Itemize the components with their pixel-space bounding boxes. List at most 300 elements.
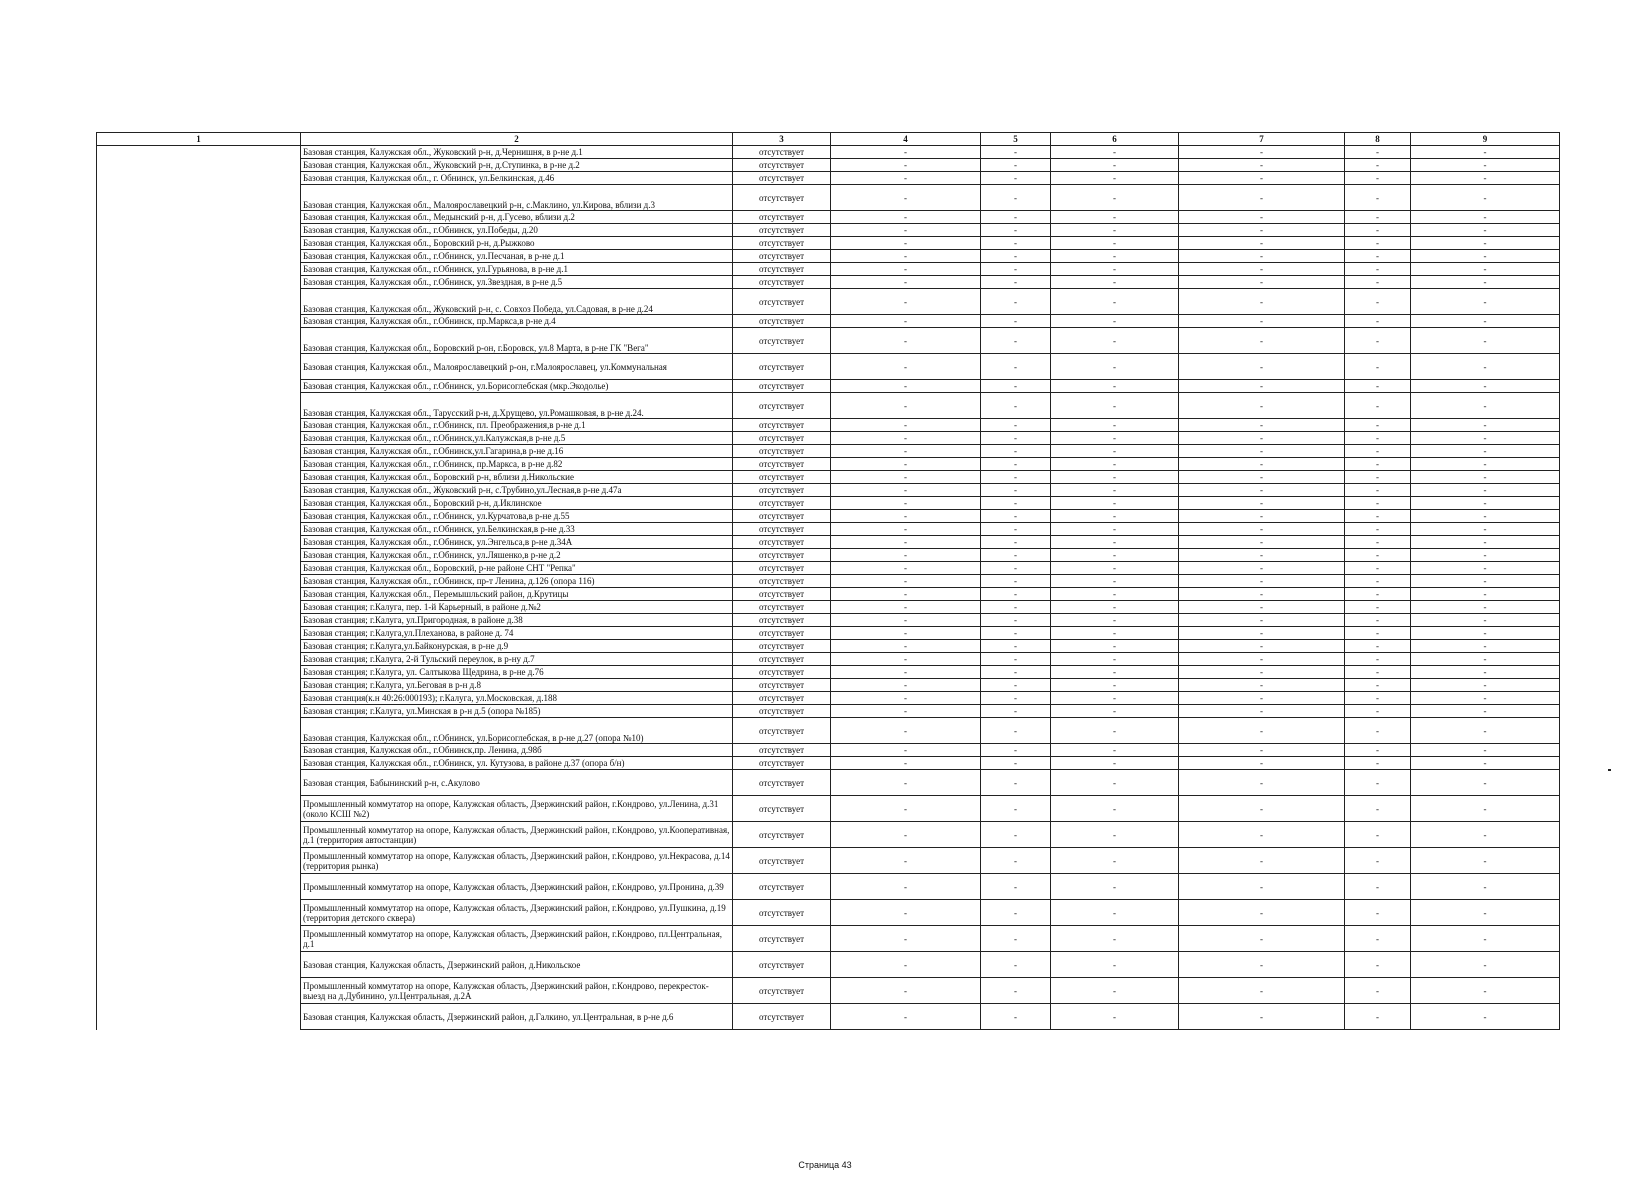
dash-cell: - [1411, 900, 1560, 926]
column-number-row [97, 133, 1560, 146]
dash-cell: - [1179, 315, 1345, 328]
data-table [96, 132, 1560, 1030]
dash-cell: - [1411, 822, 1560, 848]
table-row [97, 874, 1560, 900]
dash-cell: - [1051, 185, 1179, 211]
location-cell: Базовая станция, Калужская обл., г.Обнинск, ул. Кутузова, в районе д.37 (опора б/н) [301, 757, 733, 770]
dash-cell: - [1411, 705, 1560, 718]
dash-cell: - [1411, 796, 1560, 822]
table-row [97, 354, 1560, 380]
dash-cell: - [1345, 874, 1411, 900]
dash-cell: - [981, 848, 1051, 874]
table-row [97, 497, 1560, 510]
dash-cell: - [1411, 744, 1560, 757]
dash-cell: - [981, 692, 1051, 705]
table-row [97, 224, 1560, 237]
table-row [97, 263, 1560, 276]
dash-cell: - [1411, 562, 1560, 575]
dash-cell: - [1051, 627, 1179, 640]
location-cell: Базовая станция(к.н 40:26:000193); г.Калуга, ул.Московская, д.188 [301, 692, 733, 705]
dash-cell: - [981, 796, 1051, 822]
location-cell: Промышленный коммутатор на опоре, Калужская область, Дзержинский район, г.Кондрово, перекресток-выезд на д.Дубинино, ул.Центральная, д.2А [301, 978, 733, 1004]
dash-cell: - [1345, 549, 1411, 562]
dash-cell: - [1051, 237, 1179, 250]
col-header-7: 7 [1179, 133, 1345, 146]
dash-cell: - [831, 159, 981, 172]
col-header-9: 9 [1411, 133, 1560, 146]
table-row [97, 679, 1560, 692]
status-cell: отсутствует [733, 484, 831, 497]
location-cell: Базовая станция, Калужская обл., г.Обнинск, пр.Маркса, в р-не д.82 [301, 458, 733, 471]
dash-cell: - [1345, 900, 1411, 926]
table-row [97, 757, 1560, 770]
dash-cell: - [1345, 562, 1411, 575]
group-cell [97, 770, 301, 1030]
location-cell: Базовая станция, Калужская обл., Медынский р-н, д.Гусево, вблизи д.2 [301, 211, 733, 224]
dash-cell: - [1345, 211, 1411, 224]
dash-cell: - [1179, 185, 1345, 211]
dash-cell: - [981, 679, 1051, 692]
dash-cell: - [1411, 315, 1560, 328]
dash-cell: - [1051, 458, 1179, 471]
dash-cell: - [1051, 549, 1179, 562]
status-cell: отсутствует [733, 211, 831, 224]
dash-cell: - [981, 263, 1051, 276]
dash-cell: - [1411, 1004, 1560, 1030]
table-row [97, 510, 1560, 523]
dash-cell: - [981, 185, 1051, 211]
dash-cell: - [1179, 575, 1345, 588]
dash-cell: - [1345, 419, 1411, 432]
table-row [97, 822, 1560, 848]
dash-cell: - [1345, 523, 1411, 536]
dash-cell: - [831, 770, 981, 796]
dash-cell: - [981, 718, 1051, 744]
dash-cell: - [831, 185, 981, 211]
dash-cell: - [1051, 497, 1179, 510]
status-cell: отсутствует [733, 705, 831, 718]
dash-cell: - [831, 497, 981, 510]
dash-cell: - [831, 432, 981, 445]
dash-cell: - [1051, 874, 1179, 900]
dash-cell: - [1345, 978, 1411, 1004]
status-cell: отсутствует [733, 419, 831, 432]
dash-cell: - [1179, 900, 1345, 926]
dash-cell: - [1179, 666, 1345, 679]
dash-cell: - [1051, 770, 1179, 796]
dash-cell: - [1179, 588, 1345, 601]
dash-cell: - [1179, 393, 1345, 419]
dash-cell: - [1051, 926, 1179, 952]
dash-cell: - [1345, 718, 1411, 744]
dash-cell: - [1179, 796, 1345, 822]
location-cell: Базовая станция, Калужская обл., Тарусский р-н, д.Хрущево, ул.Ромашковая, в р-не д.24. [301, 393, 733, 419]
location-cell: Базовая станция; г.Калуга, ул.Беговая в р-н д.8 [301, 679, 733, 692]
dash-cell: - [1179, 484, 1345, 497]
status-cell: отсутствует [733, 770, 831, 796]
dash-cell: - [1051, 796, 1179, 822]
dash-cell: - [1051, 419, 1179, 432]
dash-cell: - [1051, 263, 1179, 276]
dash-cell: - [1411, 575, 1560, 588]
dash-cell: - [1179, 471, 1345, 484]
dash-cell: - [1051, 328, 1179, 354]
dash-cell: - [981, 575, 1051, 588]
status-cell: отсутствует [733, 172, 831, 185]
dash-cell: - [831, 601, 981, 614]
table-row [97, 770, 1560, 796]
dash-cell: - [831, 211, 981, 224]
dash-cell: - [1179, 146, 1345, 159]
dash-cell: - [1345, 757, 1411, 770]
dash-cell: - [1051, 510, 1179, 523]
dash-cell: - [1051, 484, 1179, 497]
dash-cell: - [1345, 354, 1411, 380]
dash-cell: - [1179, 874, 1345, 900]
dash-cell: - [831, 822, 981, 848]
dash-cell: - [831, 1004, 981, 1030]
status-cell: отсутствует [733, 497, 831, 510]
table-row [97, 588, 1560, 601]
col-header-5: 5 [981, 133, 1051, 146]
table-row [97, 900, 1560, 926]
location-cell: Базовая станция, Калужская обл., г.Обнинск, ул.Курчатова,в р-не д.55 [301, 510, 733, 523]
dash-cell: - [1345, 315, 1411, 328]
dash-cell: - [981, 536, 1051, 549]
dash-cell: - [1179, 978, 1345, 1004]
dash-cell: - [981, 952, 1051, 978]
dash-cell: - [981, 770, 1051, 796]
dash-cell: - [981, 744, 1051, 757]
table-row [97, 718, 1560, 744]
dash-cell: - [981, 146, 1051, 159]
status-cell: отсутствует [733, 224, 831, 237]
dash-cell: - [1051, 900, 1179, 926]
table-row [97, 978, 1560, 1004]
table-row [97, 926, 1560, 952]
col-header-3: 3 [733, 133, 831, 146]
status-cell: отсутствует [733, 692, 831, 705]
table-row [97, 744, 1560, 757]
dash-cell: - [1411, 211, 1560, 224]
dash-cell: - [1179, 627, 1345, 640]
dash-cell: - [1179, 848, 1345, 874]
dash-cell: - [981, 1004, 1051, 1030]
dash-cell: - [1411, 445, 1560, 458]
location-cell: Базовая станция, Калужская обл., Жуковский р-н, с. Совхоз Победа, ул.Садовая, в р-не д.24 [301, 289, 733, 315]
dash-cell: - [831, 380, 981, 393]
dash-cell: - [981, 562, 1051, 575]
dash-cell: - [1179, 1004, 1345, 1030]
dash-cell: - [1179, 328, 1345, 354]
dash-cell: - [831, 458, 981, 471]
dash-cell: - [1411, 653, 1560, 666]
dash-cell: - [981, 276, 1051, 289]
location-cell: Базовая станция, Калужская обл., Малоярославецкий р-н, с.Маклино, ул.Кирова, вблизи д.3 [301, 185, 733, 211]
status-cell: отсутствует [733, 445, 831, 458]
dash-cell: - [831, 978, 981, 1004]
location-cell: Базовая станция, Калужская обл., Боровский р-н, вблизи д.Никольские [301, 471, 733, 484]
dash-cell: - [1411, 952, 1560, 978]
dash-cell: - [1345, 666, 1411, 679]
location-cell: Базовая станция, Бабынинский р-н, с.Акулово [301, 770, 733, 796]
dash-cell: - [1179, 523, 1345, 536]
dash-cell: - [981, 224, 1051, 237]
status-cell: отсутствует [733, 263, 831, 276]
status-cell: отсутствует [733, 679, 831, 692]
dash-cell: - [1179, 445, 1345, 458]
dash-cell: - [831, 224, 981, 237]
dash-cell: - [1051, 1004, 1179, 1030]
dash-cell: - [1345, 458, 1411, 471]
dash-cell: - [1051, 575, 1179, 588]
status-cell: отсутствует [733, 640, 831, 653]
dash-cell: - [1179, 510, 1345, 523]
dash-cell: - [1411, 510, 1560, 523]
dash-cell: - [1411, 393, 1560, 419]
location-cell: Базовая станция, Калужская обл., г.Обнинск,ул.Гагарина,в р-не д.16 [301, 445, 733, 458]
table-row [97, 289, 1560, 315]
location-cell: Базовая станция; г.Калуга, ул. Салтыкова Щедрина, в р-не д.76 [301, 666, 733, 679]
table-row [97, 393, 1560, 419]
status-cell: отсутствует [733, 510, 831, 523]
dash-cell: - [1179, 289, 1345, 315]
dash-cell: - [831, 510, 981, 523]
dash-cell: - [1051, 562, 1179, 575]
dash-cell: - [831, 445, 981, 458]
dash-cell: - [1411, 848, 1560, 874]
dash-cell: - [981, 432, 1051, 445]
status-cell: отсутствует [733, 276, 831, 289]
dash-cell: - [831, 237, 981, 250]
dash-cell: - [1051, 393, 1179, 419]
location-cell: Промышленный коммутатор на опоре, Калужская область, Дзержинский район, г.Кондрово, ул.Пушкина, д.19 (территория детского сквера) [301, 900, 733, 926]
table-row [97, 250, 1560, 263]
dash-cell: - [1051, 224, 1179, 237]
dash-cell: - [1179, 640, 1345, 653]
dash-cell: - [1179, 458, 1345, 471]
dash-cell: - [1179, 757, 1345, 770]
dash-cell: - [1051, 211, 1179, 224]
status-cell: отсутствует [733, 380, 831, 393]
dash-cell: - [1411, 718, 1560, 744]
location-cell: Базовая станция; г.Калуга, ул.Пригородная, в районе д.38 [301, 614, 733, 627]
table-row [97, 796, 1560, 822]
dash-cell: - [981, 549, 1051, 562]
dash-cell: - [981, 588, 1051, 601]
status-cell: отсутствует [733, 1004, 831, 1030]
dash-cell: - [1345, 627, 1411, 640]
dash-cell: - [1179, 952, 1345, 978]
dash-cell: - [981, 445, 1051, 458]
dash-cell: - [981, 601, 1051, 614]
status-cell: отсутствует [733, 250, 831, 263]
dash-cell: - [1345, 380, 1411, 393]
status-cell: отсутствует [733, 458, 831, 471]
dash-cell: - [1345, 263, 1411, 276]
dash-cell: - [1345, 250, 1411, 263]
status-cell: отсутствует [733, 575, 831, 588]
page-number: Страница 43 [798, 1160, 852, 1170]
dash-cell: - [831, 588, 981, 601]
dash-cell: - [981, 159, 1051, 172]
dash-cell: - [1051, 289, 1179, 315]
table-row [97, 640, 1560, 653]
location-cell: Промышленный коммутатор на опоре, Калужская область, Дзержинский район, г.Кондрово, ул.Ленина, д.31 (около КСШ №2) [301, 796, 733, 822]
location-cell: Базовая станция, Калужская обл., Перемышльский район, д.Крутицы [301, 588, 733, 601]
location-cell: Базовая станция, Калужская обл., г.Обнинск, ул.Борисоглебская (мкр.Экодолье) [301, 380, 733, 393]
dash-cell: - [1051, 978, 1179, 1004]
table-row [97, 692, 1560, 705]
dash-cell: - [1411, 159, 1560, 172]
stray-mark [1608, 769, 1611, 771]
dash-cell: - [1411, 601, 1560, 614]
dash-cell: - [831, 484, 981, 497]
dash-cell: - [1051, 640, 1179, 653]
location-cell: Базовая станция; г.Калуга, ул.Минская в р-н д.5 (опора №185) [301, 705, 733, 718]
dash-cell: - [831, 523, 981, 536]
dash-cell: - [831, 575, 981, 588]
status-cell: отсутствует [733, 978, 831, 1004]
dash-cell: - [831, 640, 981, 653]
dash-cell: - [831, 666, 981, 679]
dash-cell: - [831, 705, 981, 718]
table-row [97, 562, 1560, 575]
dash-cell: - [1411, 770, 1560, 796]
dash-cell: - [1179, 562, 1345, 575]
dash-cell: - [831, 562, 981, 575]
table-row [97, 211, 1560, 224]
dash-cell: - [1345, 172, 1411, 185]
dash-cell: - [981, 640, 1051, 653]
location-cell: Базовая станция, Калужская обл., Жуковский р-н, д.Чернишня, в р-не д.1 [301, 146, 733, 159]
dash-cell: - [1051, 718, 1179, 744]
dash-cell: - [1345, 601, 1411, 614]
dash-cell: - [1179, 718, 1345, 744]
dash-cell: - [1051, 601, 1179, 614]
dash-cell: - [831, 653, 981, 666]
dash-cell: - [981, 289, 1051, 315]
dash-cell: - [1345, 146, 1411, 159]
status-cell: отсутствует [733, 757, 831, 770]
dash-cell: - [1411, 289, 1560, 315]
dash-cell: - [831, 952, 981, 978]
dash-cell: - [1345, 471, 1411, 484]
status-cell: отсутствует [733, 562, 831, 575]
location-cell: Базовая станция, Калужская обл., г.Обнинск, ул.Гурьянова, в р-не д.1 [301, 263, 733, 276]
dash-cell: - [1345, 614, 1411, 627]
table-row [97, 315, 1560, 328]
dash-cell: - [1179, 211, 1345, 224]
dash-cell: - [831, 419, 981, 432]
location-cell: Промышленный коммутатор на опоре, Калужская область, Дзержинский район, г.Кондрово, ул.Кооперативная, д.1 (территория автостанции) [301, 822, 733, 848]
dash-cell: - [1051, 536, 1179, 549]
location-cell: Базовая станция, Калужская обл., г.Обнинск, ул.Победы, д.20 [301, 224, 733, 237]
dash-cell: - [1345, 640, 1411, 653]
dash-cell: - [831, 796, 981, 822]
col-header-2: 2 [301, 133, 733, 146]
dash-cell: - [981, 614, 1051, 627]
status-cell: отсутствует [733, 666, 831, 679]
dash-cell: - [981, 497, 1051, 510]
status-cell: отсутствует [733, 289, 831, 315]
location-cell: Базовая станция, Калужская обл., Малоярославецкий р-он, г.Малоярославец, ул.Коммунальная [301, 354, 733, 380]
dash-cell: - [1345, 224, 1411, 237]
status-cell: отсутствует [733, 900, 831, 926]
dash-cell: - [1345, 445, 1411, 458]
location-cell: Базовая станция; г.Калуга, 2-й Тульский переулок, в р-ну д.7 [301, 653, 733, 666]
dash-cell: - [1411, 263, 1560, 276]
col-header-1: 1 [97, 133, 301, 146]
dash-cell: - [1411, 146, 1560, 159]
dash-cell: - [1411, 536, 1560, 549]
table-row [97, 146, 1560, 159]
dash-cell: - [1345, 432, 1411, 445]
dash-cell: - [1411, 627, 1560, 640]
dash-cell: - [1411, 224, 1560, 237]
dash-cell: - [981, 419, 1051, 432]
location-cell: Базовая станция, Калужская обл., г. Обнинск, ул.Белкинская, д.46 [301, 172, 733, 185]
dash-cell: - [1345, 575, 1411, 588]
dash-cell: - [981, 822, 1051, 848]
dash-cell: - [1345, 328, 1411, 354]
dash-cell: - [1179, 744, 1345, 757]
dash-cell: - [1179, 822, 1345, 848]
dash-cell: - [1411, 692, 1560, 705]
dash-cell: - [1051, 692, 1179, 705]
dash-cell: - [1051, 315, 1179, 328]
dash-cell: - [1345, 692, 1411, 705]
dash-cell: - [1179, 926, 1345, 952]
status-cell: отсутствует [733, 354, 831, 380]
dash-cell: - [981, 354, 1051, 380]
dash-cell: - [981, 978, 1051, 1004]
dash-cell: - [1411, 458, 1560, 471]
table-row [97, 653, 1560, 666]
dash-cell: - [1411, 185, 1560, 211]
dash-cell: - [1345, 705, 1411, 718]
dash-cell: - [981, 484, 1051, 497]
dash-cell: - [1179, 237, 1345, 250]
status-cell: отсутствует [733, 315, 831, 328]
dash-cell: - [831, 679, 981, 692]
table-row [97, 575, 1560, 588]
dash-cell: - [1051, 679, 1179, 692]
dash-cell: - [1345, 510, 1411, 523]
status-cell: отсутствует [733, 796, 831, 822]
dash-cell: - [1051, 614, 1179, 627]
dash-cell: - [1345, 497, 1411, 510]
table-row [97, 549, 1560, 562]
dash-cell: - [1179, 705, 1345, 718]
table-row [97, 705, 1560, 718]
dash-cell: - [1179, 263, 1345, 276]
dash-cell: - [1051, 653, 1179, 666]
dash-cell: - [1051, 523, 1179, 536]
dash-cell: - [1411, 354, 1560, 380]
status-cell: отсутствует [733, 627, 831, 640]
dash-cell: - [831, 146, 981, 159]
dash-cell: - [831, 393, 981, 419]
dash-cell: - [1345, 679, 1411, 692]
dash-cell: - [1051, 588, 1179, 601]
dash-cell: - [831, 614, 981, 627]
dash-cell: - [1051, 432, 1179, 445]
dash-cell: - [1179, 159, 1345, 172]
table-row [97, 419, 1560, 432]
dash-cell: - [1411, 471, 1560, 484]
dash-cell: - [831, 276, 981, 289]
